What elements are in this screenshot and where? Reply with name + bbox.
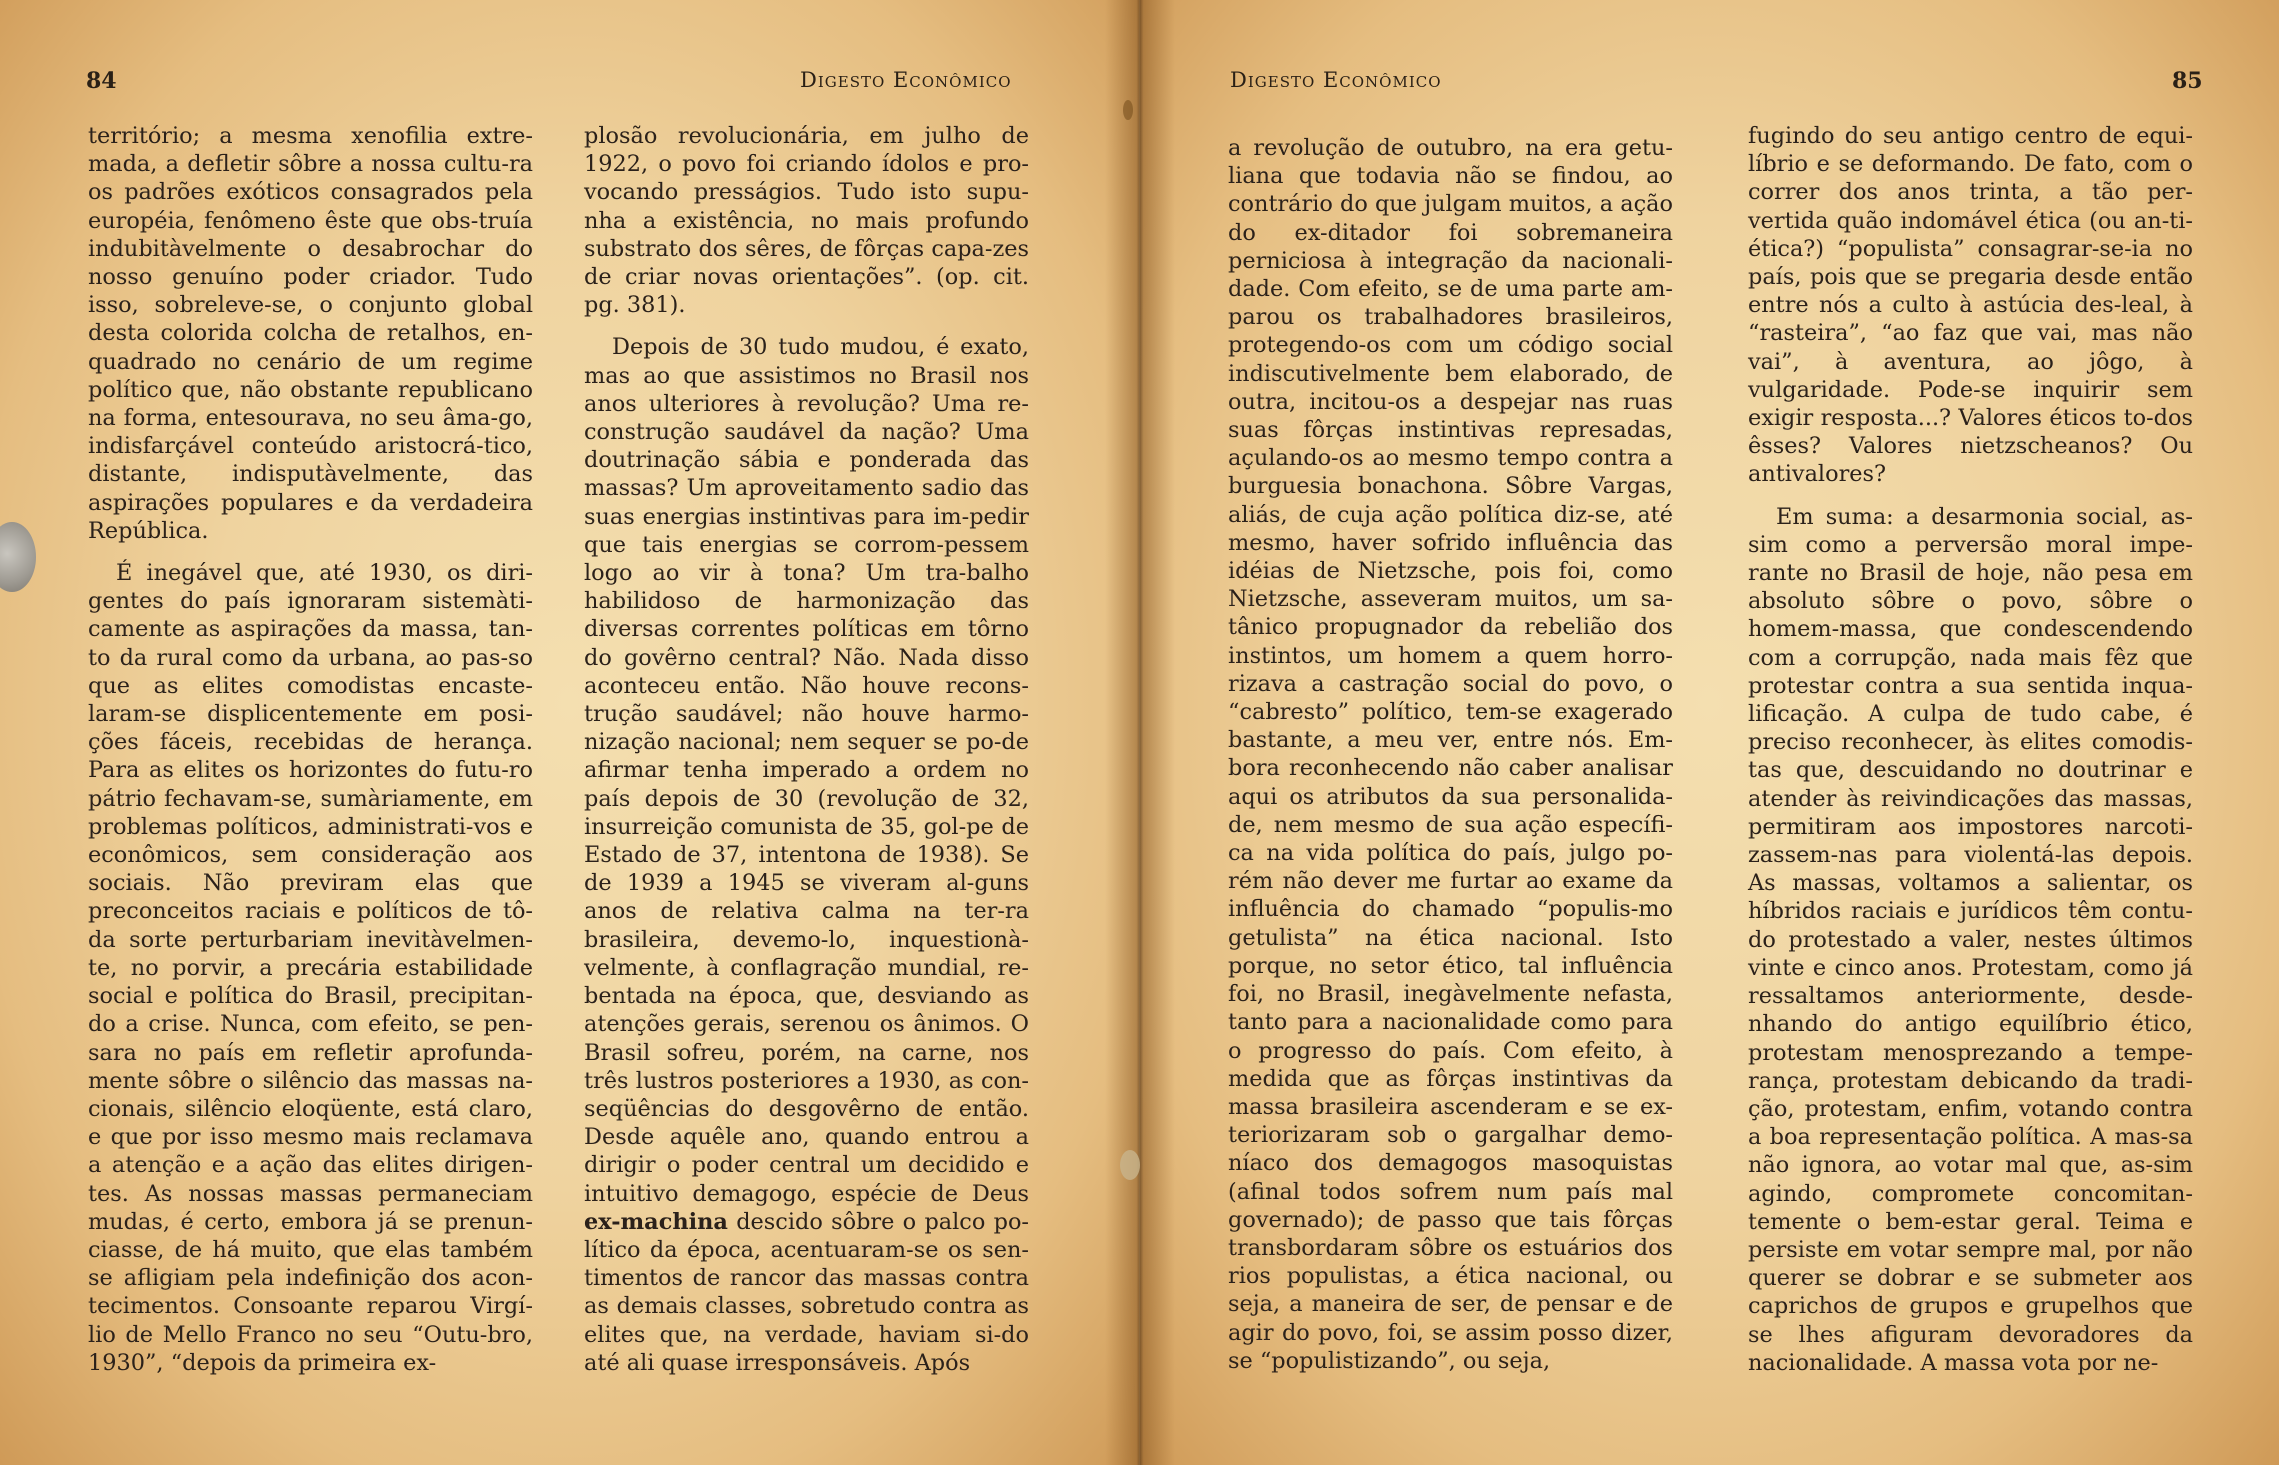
- paragraph-text: descido sôbre o palco po-lítico da época, acentuaram-se os sen-timentos de rancor das massas contra as demais classes, sobretudo contra as elites que, na verdade, haviam si-do até ali quase irresponsáveis. Após: [584, 1208, 1029, 1376]
- page-number: 84: [86, 68, 117, 94]
- text-column-1: [1228, 134, 1673, 1375]
- running-header: Digesto Econômico: [800, 68, 1012, 92]
- running-header: Digesto Econômico: [1230, 68, 1442, 92]
- paragraph: território; a mesma xenofilia extre-mada, a defletir sôbre a nossa cultu-ra os padrões exóticos consagrados pela européia, fenômeno êste que obs-truía indubitàvelmente o desabrochar do nosso genuíno poder criador. Tudo isso, sobreleve-se, o conjunto global desta colorida colcha de retalhos, en-quadrado no cenário de um regime político que, não obstante republicano na forma, entesourava, no seu âma-go, indisfarçável conteúdo aristocrá-tico, distante, indisputàvelmente, das aspirações populares e da verdadeira República.: [88, 123, 533, 544]
- page-number: 85: [2172, 68, 2203, 94]
- paragraph: Em suma: a desarmonia social, as-sim como a perversão moral impe-rante no Brasil de hoje, não pesa em absoluto sôbre o povo, sôbre o homem-massa, que condescendendo com a corrupção, nada mais fêz que protestar contra a sua sentida inqua-lificação. A culpa de tudo cabe, é preciso reconhecer, às elites comodis-tas que, descuidando no doutrinar e atender às reivindicações das massas, permitiram aos impostores narcoti-zassem-nas para violentá-las depois. As massas, voltamos a salientar, os híbridos raciais e jurídicos têm contu-do protestado a valer, nestes últimos vinte e cinco anos. Protestam, como já ressaltamos anteriormente, desde-nhando do antigo equilíbrio ético, protestam menosprezando a tempe-rança, protestam debicando da tradi-ção, protestam, enfim, votando contra a boa representação política. A mas-sa não ignora, ao votar mal que, as-sim agindo, compromete concomitan-temente o bem-estar geral. Teima e persiste em votar sempre mal, por não querer se dobrar e se submeter aos caprichos de grupos e grupelhos que se lhes afiguram devoradores da nacionalidade. A massa vota por ne-: [1748, 503, 2193, 1376]
- text-column-2: [1748, 122, 2193, 1377]
- text-column-1: [88, 122, 533, 1377]
- paragraph-text: Depois de 30 tudo mudou, é exato, mas ao que assistimos no Brasil nos anos ulteriores à revolução? Uma re-construção saudável da nação? Uma doutrinação sábia e ponderada das massas? Um aproveitamento sadio das suas energias instintivas para im-pedir que tais energias se corrom-pessem logo ao vir à tona? Um tra-balho habilidoso de harmonização das diversas correntes políticas em tôrno do govêrno central? Não. Nada disso aconteceu então. Não houve recons-trução saudável; não houve harmo-nização nacional; nem sequer se po-de afirmar tenha imperado a ordem no país depois de 30 (revolução de 32, insurreição comunista de 35, gol-pe de Estado de 37, intentona de 1938). Se de 1939 a 1945 se viveram al-guns anos de relativa calma na ter-ra brasileira, devemo-lo, inquestionà-velmente, à conflagração mundial, re-bentada na época, que, desviando as atenções gerais, serenou os ânimos. O Brasil sofreu, porém, na carne, nos três lustros posteriores a 1930, as con-seqüências do desgovêrno de então. Desde aquêle ano, quando entrou a dirigir o poder central um decidido e intuitivo demagogo, espécie de Deus: [584, 334, 1029, 1207]
- paragraph: É inegável que, até 1930, os diri-gentes do país ignoraram sistemàti-camente as aspirações da massa, tan-to da rural como da urbana, ao pas-so que as elites comodistas encaste-laram-se displicentemente em posi-ções fáceis, recebidas de herança. Para as elites os horizontes do futu-ro pátrio fechavam-se, sumàriamente, em problemas políticos, administrati-vos e econômicos, sem consideração aos sociais. Não previram elas que preconceitos raciais e políticos de tô-da sorte perturbariam inevitàvelmen-te, no porvir, a precária estabilidade social e política do Brasil, precipitan-do a crise. Nunca, com efeito, se pen-sara no país em refletir aprofunda-mente sôbre o silêncio das massas na-cionais, silêncio eloqüente, está claro, e que por isso mesmo mais reclamava a atenção e a ação das elites dirigen-tes. As nossas massas permaneciam mudas, é certo, embora já se prenun-ciasse, de há muito, que elas também se afligiam pela indefinição dos acon-tecimentos. Consoante reparou Virgí-lio de Mello Franco no seu “Outu-bro, 1930”, “depois da primeira ex-: [88, 560, 533, 1376]
- left-page: [0, 0, 1139, 1465]
- paragraph: plosão revolucionária, em julho de 1922, o povo foi criando ídolos e pro-vocando presságios. Tudo isto supu-nha a existência, no mais profundo substrato dos sêres, de fôrças capa-zes de criar novas orientações”. (op. cit. pg. 381).: [584, 123, 1029, 319]
- book-gutter: [1105, 0, 1175, 1465]
- text-column-2: [584, 122, 1029, 1377]
- binding-mark: [1120, 1150, 1140, 1180]
- paragraph: a revolução de outubro, na era getu-liana que todavia não se findou, ao contrário do que julgam muitos, a ação do ex-ditador foi sobremaneira perniciosa à integração da nacionali-dade. Com efeito, se de uma parte am-parou os trabalhadores brasileiros, protegendo-os com um código social indiscutivelmente bem elaborado, de outra, incitou-os a despejar nas ruas suas fôrças instintivas represadas, açulando-os ao mesmo tempo contra a burguesia bonachona. Sôbre Vargas, aliás, de cuja ação política diz-se, até mesmo, haver sofrido influência das idéias de Nietzsche, pois foi, como Nietzsche, asseveram muitos, um sa-tânico propugnador da rebelião dos instintos, um homem a quem horro-rizava a castração social do povo, o “cabresto” político, tem-se exagerado bastante, a meu ver, entre nós. Em-bora reconhecendo não caber analisar aqui os atributos da sua personalida-de, nem mesmo de sua ação específi-ca na vida política do país, julgo po-rém não dever me furtar ao exame da influência do chamado “populis-mo getulista” na ética nacional. Isto porque, no setor ético, tal influência foi, no Brasil, inegàvelmente nefasta, tanto para a nacionalidade como para o progresso do país. Com efeito, à medida que as fôrças instintivas da massa brasileira ascenderam e se ex-teriorizaram sob o gargalhar demo-níaco dos demagogos masoquistas (afinal todos sofrem num país mal governado); de passo que tais fôrças transbordaram sôbre os estuários dos rios populistas, a ética nacional, ou seja, a maneira de ser, de pensar e de agir do povo, foi, se assim posso dizer, se “populistizando”, ou seja,: [1228, 135, 1673, 1374]
- bold-term: ex-machina: [584, 1208, 728, 1235]
- right-page: [1140, 0, 2279, 1465]
- binding-mark: [1123, 100, 1133, 120]
- paragraph: fugindo do seu antigo centro de equi-líbrio e se deformando. De fato, com o correr dos anos trinta, a tão per-vertida quão indomável ética (ou an-ti-ética?) “populista” consagrar-se-ia no país, pois que se pregaria desde então entre nós a culto à astúcia des-leal, à “rasteira”, “ao faz que vai, mas não vai”, à aventura, ao jôgo, à vulgaridade. Pode-se inquirir sem exigir resposta...? Valores éticos to-dos êsses? Valores nietzscheanos? Ou antivalores?: [1748, 123, 2193, 488]
- paragraph: [584, 333, 1029, 1377]
- binding-hole: [0, 522, 36, 592]
